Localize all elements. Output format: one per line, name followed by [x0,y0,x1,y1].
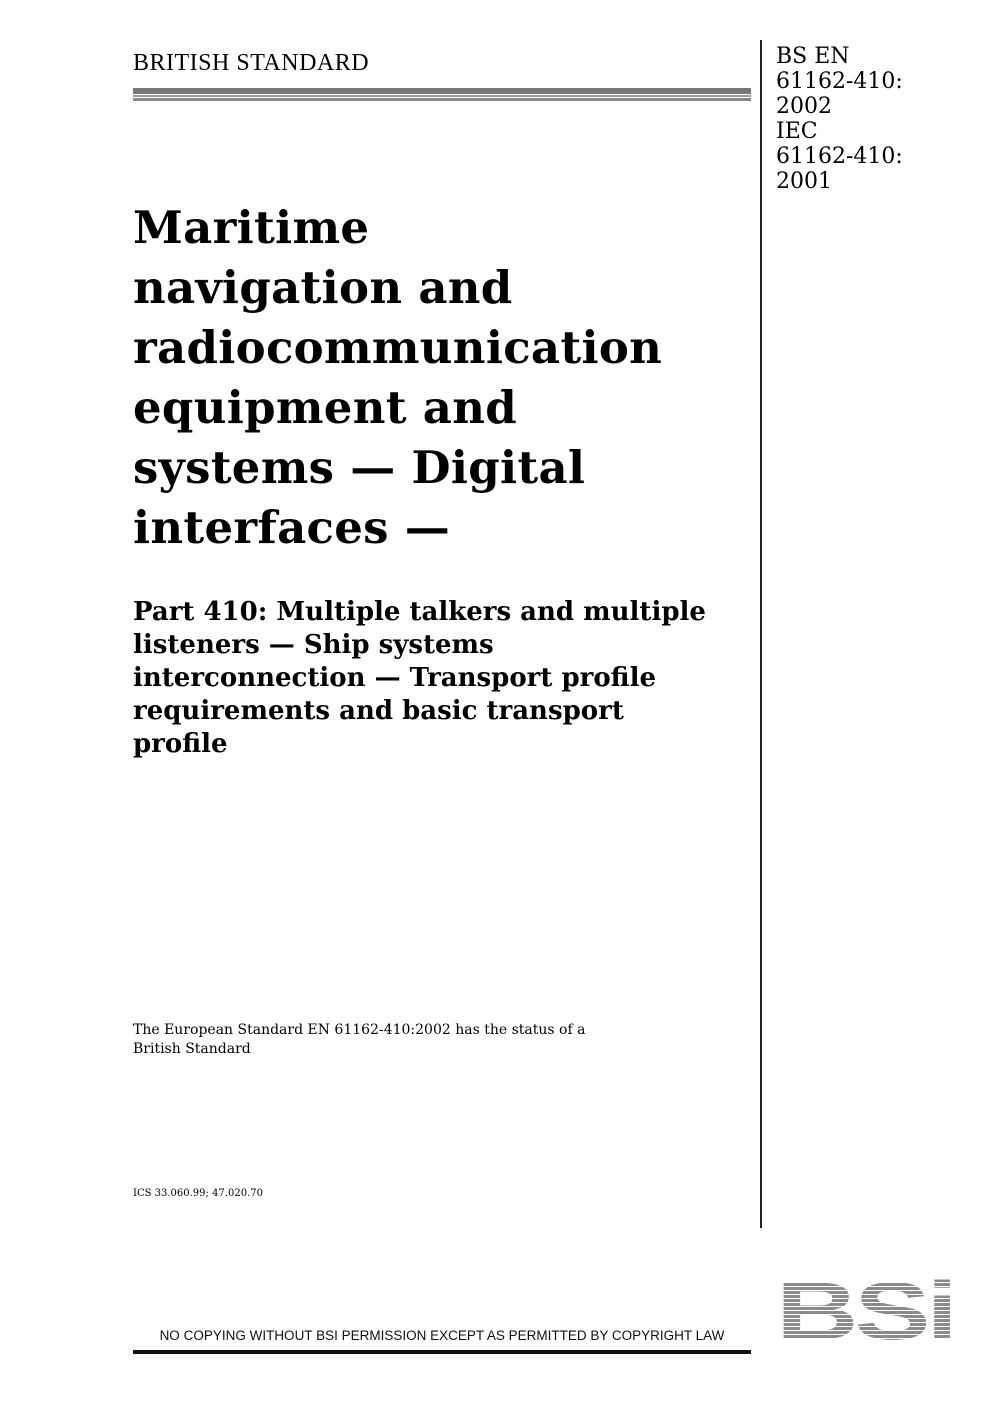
designation-line: 61162-410: [776,144,903,169]
main-title-line: radiocommunication [133,321,663,374]
designation-line: IEC [776,119,818,144]
part-title [133,596,753,761]
main-title [133,198,743,558]
part-title-line: interconnection — Transport profile [133,663,656,693]
header-rule [133,88,751,101]
designation-line: BS EN [776,44,850,69]
designation-line: 2001 [776,169,832,194]
copyright-notice: NO COPYING WITHOUT BSI PERMISSION EXCEPT AS PERMITTED BY COPYRIGHT LAW [159,1328,725,1343]
bsi-logo-icon [776,1275,956,1345]
footer-rule [133,1350,751,1354]
vertical-divider [760,40,762,1228]
main-title-line: systems — Digital [133,441,586,494]
part-title-line: Part 410: Multiple talkers and multiple [133,597,706,627]
standard-type-label: BRITISH STANDARD [133,50,370,76]
designation-line: 2002 [776,94,832,119]
standard-designation [776,44,903,194]
main-title-line: navigation and [133,261,513,314]
ics-code: ICS 33.060.99; 47.020.70 [133,1188,263,1199]
svg-text:BSi: BSi [776,1275,954,1345]
designation-line: 61162-410: [776,69,903,94]
main-title-line: interfaces — [133,501,451,554]
status-note [133,1021,693,1059]
status-note-line: British Standard [133,1041,251,1057]
main-title-line: Maritime [133,201,370,254]
main-title-line: equipment and [133,381,518,434]
part-title-line: requirements and basic transport [133,696,624,726]
part-title-line: profile [133,729,228,759]
part-title-line: listeners — Ship systems [133,630,494,660]
status-note-line: The European Standard EN 61162-410:2002 has the status of a [133,1022,586,1038]
